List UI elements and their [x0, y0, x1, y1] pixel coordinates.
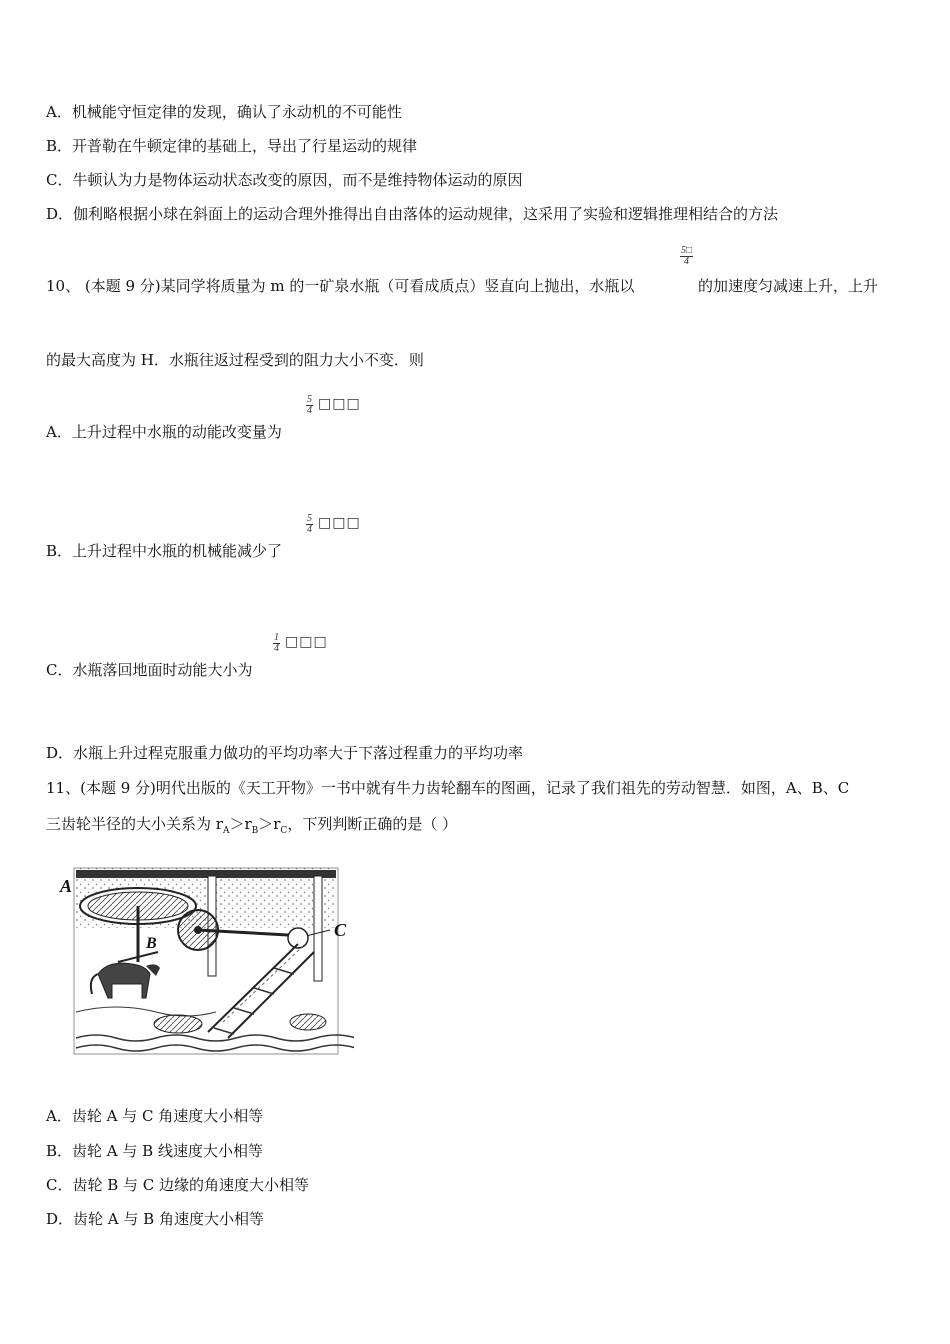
fraction-denominator: 4	[307, 405, 312, 416]
q11-stem-tail: ，下列判断正确的是（ ）	[287, 815, 458, 833]
fraction-denominator: 4	[307, 524, 312, 535]
subscript-a: A	[222, 826, 230, 836]
q10-option-a: A．上升过程中水瓶的动能改变量为	[46, 423, 282, 441]
q11-stem-text: 三齿轮半径的大小关系为 r	[46, 815, 223, 833]
subscript-c: C	[280, 826, 288, 836]
q9-option-d: D．伽利略根据小球在斜面上的运动合理外推得出自由落体的运动规律，这采用了实验和逻辑推理相结合的方法	[46, 205, 779, 223]
q10-accel-fraction	[680, 246, 693, 267]
q11-option-c: C．齿轮 B 与 C 边缘的角速度大小相等	[46, 1176, 310, 1194]
fraction-numerator: 1	[274, 632, 279, 643]
fraction-denominator: 4	[274, 643, 279, 654]
fraction-denominator: 4	[684, 256, 690, 267]
q10-stem-part1: 10、 (本题 9 分)某同学将质量为 m 的一矿泉水瓶（可看成质点）竖直向上抛出，水瓶以	[46, 277, 635, 295]
q11-option-d: D．齿轮 A 与 B 角速度大小相等	[46, 1210, 264, 1228]
subscript-b: B	[251, 826, 259, 836]
q9-option-c: C．牛顿认为力是物体运动状态改变的原因，而不是维持物体运动的原因	[46, 171, 523, 189]
q10-c-placeholder-glyphs: □□□	[285, 634, 328, 650]
fraction-numerator: 5□	[681, 245, 693, 256]
rock	[154, 1015, 202, 1033]
q9-option-b: B．开普勒在牛顿定律的基础上，导出了行星运动的规律	[46, 137, 418, 155]
label-c: C	[334, 920, 347, 940]
label-a: A	[60, 876, 73, 896]
q10-c-fraction	[273, 633, 280, 654]
q10-option-d: D．水瓶上升过程克服重力做功的平均功率大于下落过程重力的平均功率	[46, 744, 524, 762]
fraction-numerator: 5	[307, 394, 312, 405]
q10-a-fraction	[306, 395, 313, 416]
rock	[290, 1014, 326, 1030]
roof-beam	[76, 870, 336, 878]
q9-option-a: A．机械能守恒定律的发现，确认了永动机的不可能性	[46, 103, 402, 121]
q10-option-b: B．上升过程中水瓶的机械能减少了	[46, 542, 283, 560]
post	[314, 876, 322, 981]
q11-option-a: A．齿轮 A 与 C 角速度大小相等	[46, 1107, 264, 1125]
q10-a-placeholder-glyphs: □□□	[318, 396, 361, 412]
fraction-numerator: 5	[307, 513, 312, 524]
ox-gear-waterwheel-illustration	[58, 862, 354, 1058]
q11-stem-line2	[46, 814, 457, 841]
gt-sign: ＞r	[229, 815, 252, 833]
gt-sign: ＞r	[258, 815, 281, 833]
q10-b-placeholder-glyphs: □□□	[318, 515, 361, 531]
q11-stem-line1: 11、(本题 9 分)明代出版的《天工开物》一书中就有牛力齿轮翻车的图画，记录了我们祖先的劳动智慧．如图，A、B、C	[46, 779, 850, 797]
label-b: B	[146, 935, 157, 952]
q10-stem-part2: 的加速度匀减速上升，上升	[698, 277, 879, 295]
q10-stem-line2: 的最大高度为 H．水瓶往返过程受到的阻力大小不变．则	[46, 351, 424, 369]
q11-option-b: B．齿轮 A 与 B 线速度大小相等	[46, 1142, 263, 1160]
q10-b-fraction	[306, 514, 313, 535]
q10-option-c: C．水瓶落回地面时动能大小为	[46, 661, 253, 679]
